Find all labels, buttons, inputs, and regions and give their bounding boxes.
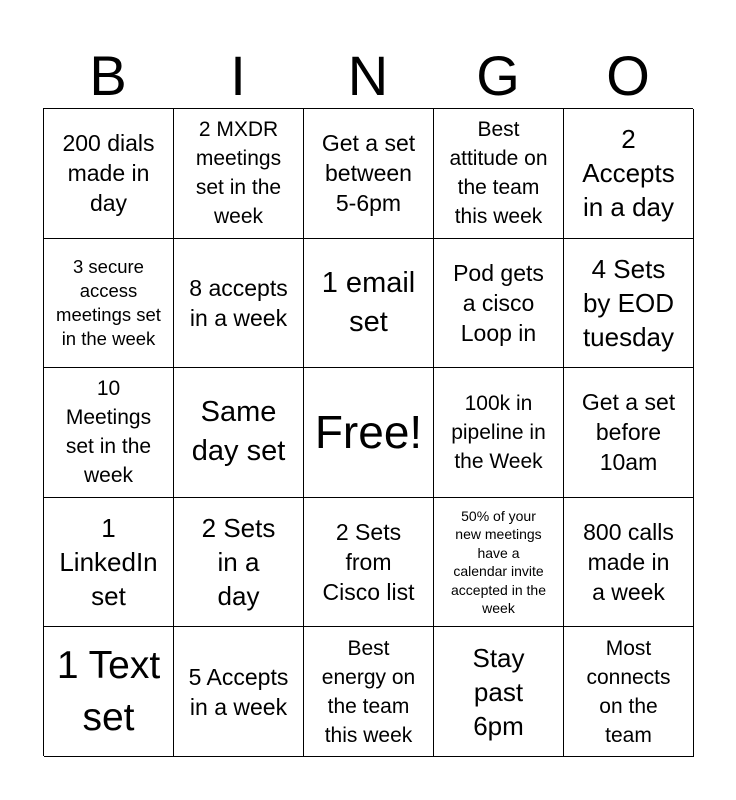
bingo-cell-r1-c5[interactable] <box>564 109 694 239</box>
bingo-cell-r1-c2[interactable] <box>174 109 304 239</box>
bingo-cell-free[interactable] <box>304 368 434 498</box>
header-letter-g: G <box>476 44 520 107</box>
bingo-cell-r4-c5[interactable] <box>564 498 694 628</box>
bingo-cell-r5-c4[interactable] <box>434 627 564 757</box>
bingo-cell-r4-c3[interactable] <box>304 498 434 628</box>
cell-text: 1 Text set <box>56 643 161 739</box>
cell-text: 8 accepts in a week <box>189 274 288 331</box>
cell-text: Get a set before 10am <box>581 389 676 476</box>
cell-text: 2 MXDR meetings set in the week <box>195 118 282 229</box>
bingo-cell-r3-c2[interactable] <box>174 368 304 498</box>
cell-text: 200 dials made in day <box>62 130 155 217</box>
bingo-cell-r2-c4[interactable] <box>434 239 564 369</box>
bingo-cell-r3-c4[interactable] <box>434 368 564 498</box>
cell-text: 10 Meetings set in the week <box>65 377 152 488</box>
header-letter-b: B <box>89 44 127 107</box>
cell-text: 1 email set <box>321 266 416 338</box>
header-letter-i: I <box>230 44 246 107</box>
cell-text: 1 LinkedIn set <box>59 513 158 612</box>
cell-text: Best attitude on the team this week <box>449 118 548 229</box>
bingo-cell-r5-c3[interactable] <box>304 627 434 757</box>
cell-text: 100k in pipeline in the Week <box>451 391 546 473</box>
bingo-header <box>43 44 693 108</box>
cell-text: 4 Sets by EOD tuesday <box>582 253 675 352</box>
cell-text: 800 calls made in a week <box>583 519 674 606</box>
cell-text: 5 Accepts in a week <box>188 663 289 720</box>
bingo-cell-r1-c1[interactable] <box>44 109 174 239</box>
cell-text: 3 secure access meetings set in the week <box>56 255 161 349</box>
cell-text: Best energy on the team this week <box>321 636 416 747</box>
cell-text: 2 Sets from Cisco list <box>322 519 415 606</box>
bingo-cell-r2-c2[interactable] <box>174 239 304 369</box>
cell-text: Same day set <box>191 396 286 468</box>
header-letter-n: N <box>347 44 389 107</box>
bingo-cell-r5-c1[interactable] <box>44 627 174 757</box>
cell-text: 2 Sets in a day <box>201 513 276 612</box>
header-letter-o: O <box>606 44 650 107</box>
bingo-grid <box>43 108 693 756</box>
bingo-cell-r4-c2[interactable] <box>174 498 304 628</box>
bingo-cell-r4-c4[interactable] <box>434 498 564 628</box>
cell-text: Most connects on the team <box>586 636 671 747</box>
bingo-cell-r2-c1[interactable] <box>44 239 174 369</box>
cell-text: Pod gets a cisco Loop in <box>453 259 544 346</box>
bingo-cell-r3-c1[interactable] <box>44 368 174 498</box>
cell-text: Get a set between 5-6pm <box>321 130 416 217</box>
bingo-cell-r2-c3[interactable] <box>304 239 434 369</box>
bingo-cell-r2-c5[interactable] <box>564 239 694 369</box>
cell-text: 50% of your new meetings have a calendar invite accepted in the week <box>451 507 546 617</box>
free-space-text: Free! <box>314 406 423 459</box>
bingo-cell-r5-c5[interactable] <box>564 627 694 757</box>
bingo-cell-r5-c2[interactable] <box>174 627 304 757</box>
bingo-cell-r1-c3[interactable] <box>304 109 434 239</box>
cell-text: Stay past 6pm <box>472 642 525 741</box>
bingo-cell-r1-c4[interactable] <box>434 109 564 239</box>
bingo-cell-r3-c5[interactable] <box>564 368 694 498</box>
cell-text: 2 Accepts in a day <box>582 124 675 223</box>
bingo-cell-r4-c1[interactable] <box>44 498 174 628</box>
